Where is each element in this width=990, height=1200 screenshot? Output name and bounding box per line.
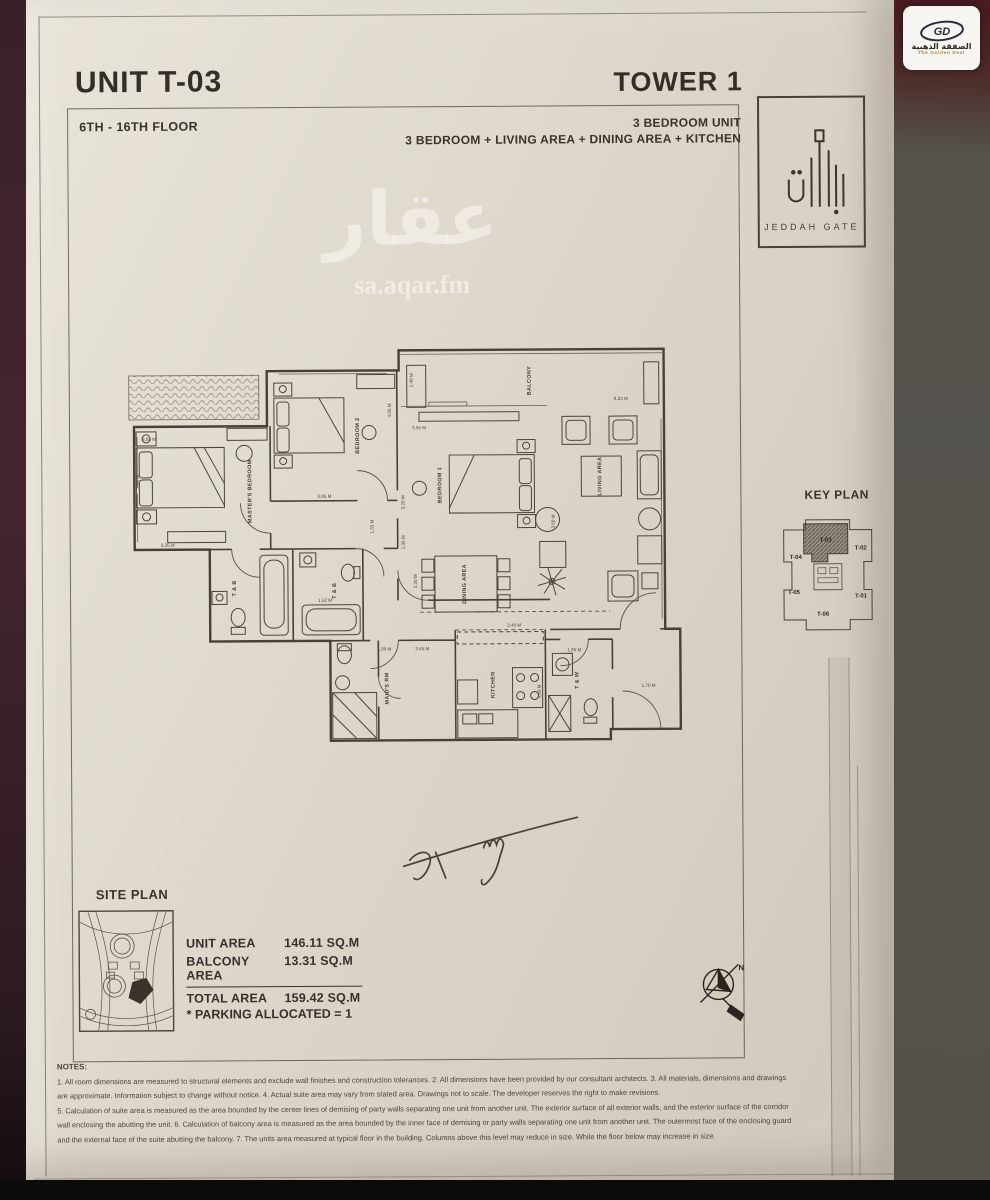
sheet-outer-border [38, 17, 46, 1177]
notes-line: and the external face of the suite abutting the balcony. 7. The units area measured at typical floor in the building. Columns above this level may reduce in size. While the floor below may increase in size. [57, 1131, 716, 1145]
dim-label: 8.20 M [613, 395, 628, 402]
site-highlighted-building [128, 978, 153, 1004]
maid-room-fixtures [332, 644, 377, 739]
room-label-tb2: T & B [331, 582, 339, 599]
site-roads [80, 912, 173, 1031]
dim-label: 1.85 M [567, 647, 582, 653]
room-label-maid: MAID'S RM [384, 672, 391, 705]
key-unit-t03: T-03 [819, 537, 832, 544]
sheet-outer-border-top [38, 12, 866, 18]
area-table [186, 934, 362, 1008]
room-label-bedroom2: BEDROOM 2 [354, 417, 362, 454]
jeddah-gate-wordmark: JEDDAH GATE [764, 221, 860, 233]
aqar-watermark-url: sa.aqar.fm [354, 269, 471, 300]
dim-label: 1.90 M [377, 646, 392, 652]
kitchen-fixtures [457, 631, 544, 738]
paper-crease [34, 1173, 894, 1179]
elevator [830, 568, 838, 574]
signature [399, 807, 584, 890]
dim-label: 3.05 M [142, 436, 157, 442]
dim-label: 1.40 M [408, 373, 414, 388]
area-row-label: BALCONY AREA [186, 954, 250, 983]
stairs [818, 578, 838, 583]
bedroom2-bed [274, 374, 396, 468]
unit-composition-label: 3 BEDROOM + LIVING AREA + DINING AREA + KITCHEN [405, 131, 742, 148]
table-row [186, 987, 362, 1008]
dim-label: 1.70 M [641, 682, 656, 688]
bedroom1-bed [412, 412, 536, 529]
dim-label: 3.55 M [411, 425, 427, 431]
compass-base [727, 1004, 745, 1021]
dim-label: 1.52 M [318, 597, 333, 603]
elevator [818, 568, 826, 574]
toilet-wash-fixtures [548, 653, 597, 731]
golden-deal-monogram-icon [918, 20, 966, 42]
dim-label: 3.50 M [550, 514, 556, 529]
bathroom2-fixtures [300, 553, 360, 635]
notes-line: wall enclosing the abutting the unit. 6. Calculation of balcony area is measured as the area bounded by the inner face of demising or party walls separating one unit from another unit. The outermost face of the enclosing guard [57, 1116, 792, 1130]
dim-label: 3.85 M [135, 474, 141, 490]
golden-deal-arabic: الصفقة الذهبية [911, 41, 972, 51]
room-label-bedroom1: BEDROOM 1 [437, 466, 444, 504]
key-unit-t02: T-02 [854, 545, 867, 552]
room-label-living: LIVING AREA [597, 456, 604, 496]
golden-deal-english: The Golden Deal [918, 51, 965, 57]
site-plan-drawing [78, 910, 175, 1033]
key-unit-t01: T-01 [855, 593, 868, 600]
dim-label: 2.20 M [412, 574, 418, 589]
parking-note: * PARKING ALLOCATED = 1 [186, 1006, 353, 1022]
photo-background-left [0, 0, 27, 1200]
room-label-tw: T & W [574, 671, 581, 689]
area-row-value: 146.11 SQ.M [284, 935, 360, 951]
sheet-content [26, 0, 894, 1180]
dim-label: 4.05 M [386, 403, 392, 418]
area-row-label: UNIT AREA [186, 936, 256, 951]
floorplan-sheet [26, 0, 894, 1180]
north-arrow-icon [692, 958, 752, 1036]
site-plan-title: SITE PLAN [95, 886, 169, 903]
kitchen-counter-dashed [455, 629, 545, 630]
floor-range-label: 6TH - 16TH FLOOR [79, 119, 199, 135]
north-label: N [738, 963, 745, 973]
dim-label: 1.55 M [369, 519, 375, 534]
unit-type-label: 3 BEDROOM UNIT [632, 115, 742, 130]
dim-label: 1.35 M [400, 535, 406, 550]
notes-line: are approximate. Information subject to change without notice. 4. Actual suite area may vary from stated area. Drawings not to scale. The developer reserves the right to make revisions. [57, 1088, 661, 1101]
room-label-tb1: T & B [231, 580, 239, 597]
area-row-label: TOTAL AREA [186, 991, 268, 1006]
dim-label: 3.60 M [536, 684, 542, 699]
dim-label: 2.40 M [507, 622, 522, 628]
floor-plan-drawing [118, 339, 691, 772]
notes-block [57, 1058, 803, 1148]
sliding-door [429, 402, 467, 406]
key-plan-drawing [776, 511, 881, 642]
golden-deal-monogram-text: GD [933, 25, 950, 38]
notes-title: NOTES: [56, 1062, 88, 1072]
aqar-watermark-arabic: عقار [323, 175, 499, 263]
notes-line: 1. All room dimensions are measured to structural elements and exclude wall finishes and construction tolerances. 2. All dimensions have been provided by our consultant architects. 3. All materials, dimensions and drawings [56, 1073, 787, 1087]
key-unit-t04: T-04 [789, 554, 802, 561]
key-unit-t06: T-06 [817, 611, 830, 618]
photo-background-right [893, 0, 990, 1200]
tower-title: TOWER 1 [613, 66, 743, 98]
table-row [186, 934, 362, 953]
area-row-value: 159.42 SQ.M [284, 990, 361, 1006]
dim-label: 3.35 M [160, 542, 175, 548]
paper-crease [857, 766, 861, 1176]
site-towers [85, 934, 144, 1019]
dim-label: 3.45 M [415, 646, 430, 652]
room-label-dining: DINING AREA [461, 564, 469, 604]
unit-title: UNIT T-03 [74, 65, 223, 100]
plant [538, 567, 566, 595]
area-row-value: 13.31 SQ.M [284, 953, 354, 969]
photo-bottom-edge [0, 1180, 990, 1200]
notes-line: 5. Calculation of suite area is measured as the area bounded by the center lines of demising of party walls separating one unit from another unit. The exterior surface of all exterior walls, and the exterior surface of the corridor [57, 1101, 789, 1116]
room-label-balcony: BALCONY [526, 365, 533, 396]
jeddah-gate-mark-icon [769, 116, 854, 217]
key-plan-title: KEY PLAN [804, 487, 869, 502]
jeddah-gate-logo [757, 96, 866, 249]
living-furniture [535, 416, 662, 602]
planter [644, 362, 659, 404]
key-unit-t05: T-05 [787, 589, 801, 596]
room-label-master: MASTER'S BEDROOM [247, 459, 254, 524]
room-label-kitchen: KITCHEN [490, 671, 497, 699]
table-row [186, 952, 362, 988]
golden-deal-badge [903, 6, 980, 70]
dim-label: 3.85 M [317, 493, 332, 499]
hatched-terrace-area [129, 375, 259, 420]
bathroom1-fixtures [212, 555, 288, 635]
dim-label: 3.20 M [400, 495, 406, 510]
